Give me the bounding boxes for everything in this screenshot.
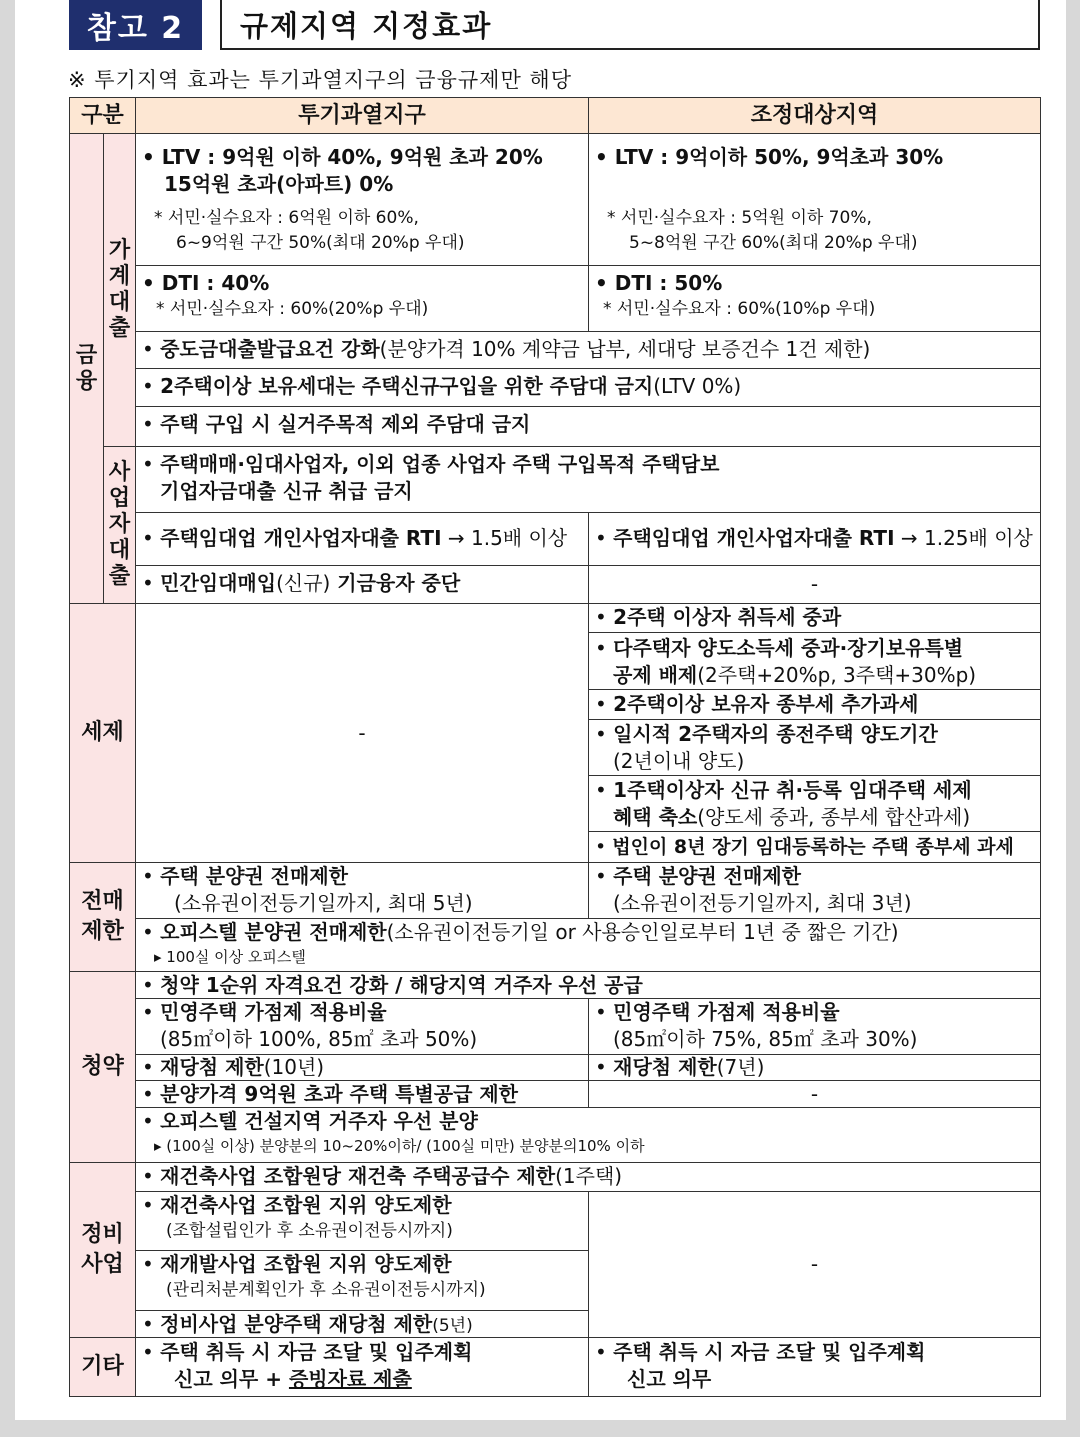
tax-item-4: • 일시적 2주택자의 종전주택 양도기간 (2년이내 양도) (588, 719, 1041, 776)
midpayment-row: • 중도금대출발급요건 강화(분양가격 10% 계약금 납부, 세대당 보증건수 1건 제한) (135, 331, 1041, 369)
etc-col1: • 주택 취득 시 자금 조달 및 입주계획 신고 의무 + 증빙자료 제출 (135, 1337, 589, 1397)
header-col2: 조정대상지역 (588, 97, 1041, 134)
points-col2: • 민영주택 가점제 적용비율 (85㎡이하 75%, 85㎡ 초과 30%) (588, 998, 1041, 1055)
page-title (220, 0, 1040, 50)
private-rental-col1: • 민간임대매입(신규) 기금융자 중단 (135, 565, 589, 604)
officetel-priority-row: • 오피스텔 건설지역 거주자 우선 분양 ▸ (100실 이상) 분양분의 10~20%이하/ (100실 미만) 분양분의10% 이하 (135, 1107, 1041, 1163)
category-finance (69, 133, 104, 604)
ltv-col1: • LTV : 9억원 이하 40%, 9억원 초과 20% 15억원 초과(아파트) 0% * 서민·실수요자 : 6억원 이하 60%, 6~9억원 구간 50%(최대 20%p 우대) (135, 133, 589, 266)
household-label: 가계대출 (108, 238, 131, 341)
note-text: ※ 투기지역 효과는 투기과열지구의 금융규제만 해당 (68, 68, 572, 92)
tax-col1: - (135, 603, 589, 863)
tax-item-5: • 1주택이상자 신규 취·등록 임대주택 세제 혜택 축소(양도세 중과, 종부세 합산과세) (588, 775, 1041, 832)
private-rental-col2: - (588, 565, 1041, 604)
rewin-col2: • 재당첨 제한(7년) (588, 1054, 1041, 1081)
rewin-col1: • 재당첨 제한(10년) (135, 1054, 589, 1081)
residence-row: • 주택 구입 시 실거주목적 제외 주담대 금지 (135, 406, 1041, 447)
redev-row-b: • 재건축사업 조합원 지위 양도제한 (조합설립인가 후 소유권이전등시까지) (135, 1191, 589, 1251)
tax-item-3: • 2주택이상 보유자 종부세 추가과세 (588, 689, 1041, 720)
redev-row-d: • 정비사업 분양주택 재당첨 제한(5년) (135, 1310, 589, 1338)
category-etc: 기타 (69, 1337, 136, 1397)
reference-label: 참고 2 (86, 11, 185, 46)
officetel-resale-row: • 오피스텔 분양권 전매제한(소유권이전등기일 or 사용승인일로부터 1년 중 짧은 기간) ▸ 100실 이상 오피스텔 (135, 918, 1041, 972)
business-ban-row: • 주택매매·임대사업자, 이외 업종 사업자 주택 구입목적 주택담보 기업자금대출 신규 취급 금지 (135, 446, 1041, 513)
special-supply-col1: • 분양가격 9억원 초과 주택 특별공급 제한 (135, 1080, 589, 1108)
header-col1: 투기과열지구 (135, 97, 589, 134)
category-tax: 세제 (69, 603, 136, 863)
reference-badge (69, 0, 202, 50)
finance-label: 금융 (75, 342, 98, 394)
subcategory-business (103, 446, 136, 604)
redev-row-a: • 재건축사업 조합원당 재건축 주택공급수 제한(1주택) (135, 1162, 1041, 1192)
tax-item-2: • 다주택자 양도소득세 중과·장기보유특별 공제 배제(2주택+20%p, 3주택+30%p) (588, 632, 1041, 690)
resale-col1: • 주택 분양권 전매제한 (소유권이전등기일까지, 최대 5년) (135, 862, 589, 919)
etc-col2: • 주택 취득 시 자금 조달 및 입주계획 신고 의무 (588, 1337, 1041, 1397)
header-category: 구분 (69, 97, 136, 134)
ltv-col2: • LTV : 9억이하 50%, 9억초과 30% * 서민·실수요자 : 5억원 이하 70%, 5~8억원 구간 60%(최대 20%p 우대) (588, 133, 1041, 266)
tax-item-6: • 법인이 8년 장기 임대등록하는 주택 종부세 과세 (588, 831, 1041, 863)
two-house-row: • 2주택이상 보유세대는 주택신규구입을 위한 주담대 금지(LTV 0%) (135, 368, 1041, 407)
subscription-priority-row: • 청약 1순위 자격요건 강화 / 해당지역 거주자 우선 공급 (135, 971, 1041, 999)
redev-col2: - (588, 1191, 1041, 1338)
rti-col2: • 주택임대업 개인사업자대출 RTI → 1.25배 이상 (588, 512, 1041, 566)
special-supply-col2: - (588, 1080, 1041, 1108)
subcategory-household (103, 133, 136, 447)
rti-col1: • 주택임대업 개인사업자대출 RTI → 1.5배 이상 (135, 512, 589, 566)
points-col1: • 민영주택 가점제 적용비율 (85㎡이하 100%, 85㎡ 초과 50%) (135, 998, 589, 1055)
dti-col1: • DTI : 40% * 서민·실수요자 : 60%(20%p 우대) (135, 265, 589, 332)
tax-item-1: • 2주택 이상자 취득세 중과 (588, 603, 1041, 633)
category-resale: 전매제한 (69, 862, 136, 972)
resale-col2: • 주택 분양권 전매제한 (소유권이전등기일까지, 최대 3년) (588, 862, 1041, 919)
redev-row-c: • 재개발사업 조합원 지위 양도제한 (관리처분계획인가 후 소유권이전등시까지) (135, 1250, 589, 1311)
business-label: 사업자대출 (108, 460, 131, 589)
title-text: 규제지역 지정효과 (240, 8, 493, 43)
category-redevelopment: 정비사업 (69, 1162, 136, 1338)
category-subscription: 청약 (69, 971, 136, 1163)
dti-col2: • DTI : 50% * 서민·실수요자 : 60%(10%p 우대) (588, 265, 1041, 332)
